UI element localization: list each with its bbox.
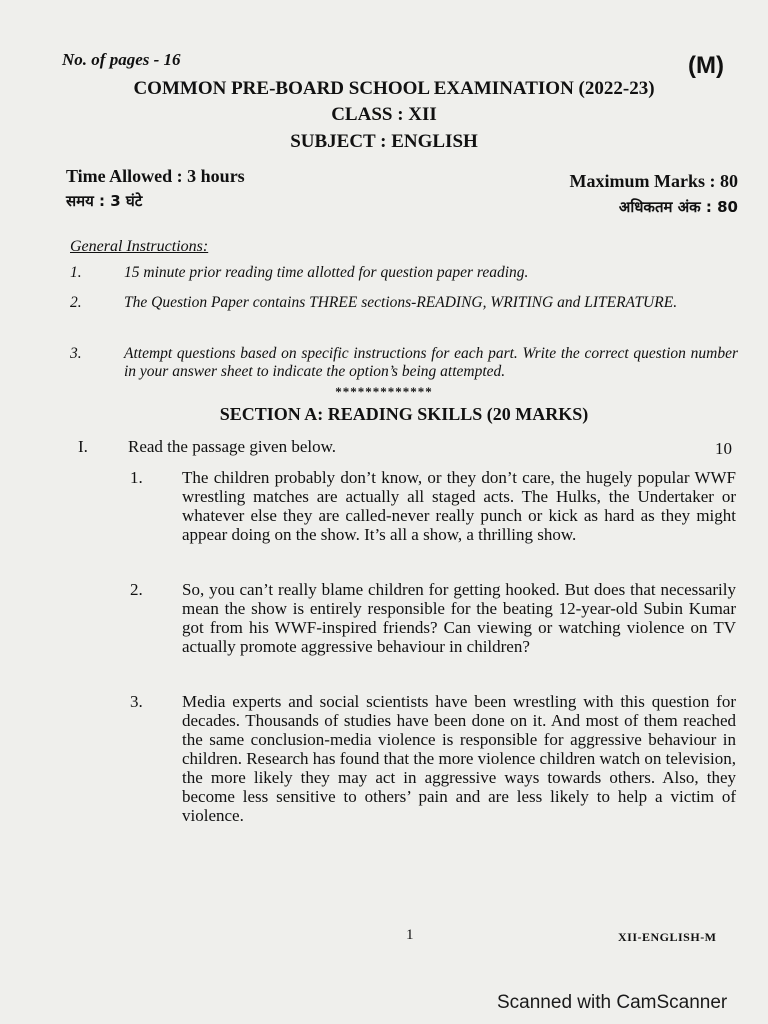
page-number: 1 [406,927,414,943]
question-row [78,437,337,457]
paragraph-text: So, you can’t really blame children for getting hooked. But does that necessarily mean the show is entirely responsible for the beating 12-year-old Subin Kumar got from his WWF-inspired friends? Can viewing or watching violence on TV actually promote aggressive behaviour in children? [182,580,736,656]
paragraph-text: Media experts and social scientists have been wrestling with this question for decades. Thousands of studies have been done on it. And most of them reached the same conclusion-media violence is responsible for aggressive behaviour in children. Research has found that the more violence children watch on television, the more likely they may act in aggressive ways towards others. Also, they become less sensitive to others’ pain and are less likely to help a victim of violence. [182,692,736,825]
instructions-heading: General Instructions: [70,238,209,255]
instruction-text: Attempt questions based on specific instructions for each part. Write the correct question number in your answer sheet to indicate the option’s being attempted. [124,345,738,380]
passage-paragraph [130,580,736,656]
section-title: SECTION A: READING SKILLS (20 MARKS) [219,404,589,424]
separator-stars: ************* [335,384,433,399]
number-of-pages: No. of pages - 16 [62,50,181,69]
instruction-item [70,345,738,381]
exam-title: COMMON PRE-BOARD SCHOOL EXAMINATION (2022-23) [133,78,655,99]
paper-code: (M) [688,52,724,79]
question-text: Read the passage given below. [128,437,337,456]
instruction-item [70,264,738,282]
instruction-number: 2. [70,294,82,311]
instruction-number: 3. [70,345,82,362]
footer-code: XII-ENGLISH-M [618,930,717,944]
scanner-watermark: Scanned with CamScanner [497,992,728,1013]
paragraph-number: 2. [130,580,143,599]
paragraph-number: 3. [130,692,143,711]
subject-label: SUBJECT : ENGLISH [290,131,478,152]
question-marks: 10 [715,439,732,458]
paragraph-text: The children probably don’t know, or they don’t care, the hugely popular WWF wrestling matches are actually all staged acts. The Hulks, the Undertaker or whatever else they are called-never really punch or kick as hard as they might appear doing on the show. It’s all a show, a thrilling show. [182,468,736,544]
class-label: CLASS : XII [331,104,437,125]
passage-paragraph [130,468,736,544]
question-number: I. [78,437,88,456]
time-allowed: Time Allowed : 3 hours [66,166,245,186]
maximum-marks: Maximum Marks : 80 [569,171,738,191]
time-allowed-hindi: समय : 3 घंटे [66,192,143,210]
instruction-text: 15 minute prior reading time allotted for question paper reading. [124,264,529,281]
maximum-marks-hindi: अधिकतम अंक : 80 [618,198,738,216]
instruction-item [70,294,738,312]
instruction-text: The Question Paper contains THREE sections-READING, WRITING and LITERATURE. [124,294,678,311]
paragraph-number: 1. [130,468,143,487]
passage-paragraph [130,692,736,825]
instruction-number: 1. [70,264,82,281]
